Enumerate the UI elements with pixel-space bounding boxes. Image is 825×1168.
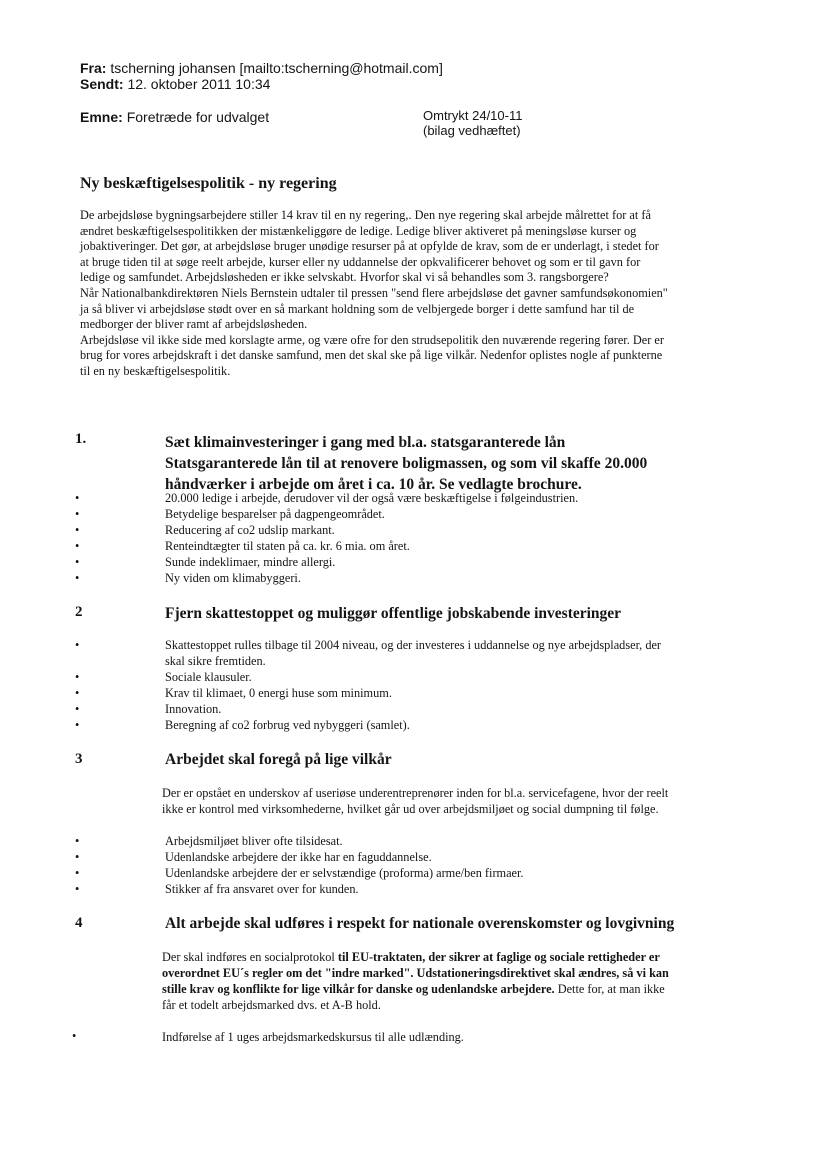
paragraph-line: Der er opstået en underskov af useriøse underentreprenører inden for bl.a. servicefagene, hvor der reelt <box>162 786 669 800</box>
from-label: Fra: <box>80 60 107 76</box>
bullet-icon: • <box>75 718 80 732</box>
bullet-list <box>75 833 524 897</box>
bullet-icon: • <box>75 670 80 684</box>
list-item-text: Skattestoppet rulles tilbage til 2004 niveau, og der investeres i uddannelse og nye arbejdspladser, der <box>165 638 662 652</box>
intro-line: til en ny beskæftigelsespolitik. <box>80 363 231 378</box>
list-item <box>75 685 661 701</box>
section-number: 1. <box>75 431 87 447</box>
list-item <box>75 637 661 653</box>
bullet-icon: • <box>72 1029 77 1043</box>
list-item-text: Sunde indeklimaer, mindre allergi. <box>165 555 336 569</box>
bullet-icon: • <box>75 866 80 880</box>
intro-paragraph <box>80 208 750 380</box>
list-item-continuation <box>75 653 661 669</box>
section-title-line: håndværker i arbejde om året i ca. 10 år. Se vedlagte brochure. <box>165 476 582 493</box>
list-item-text: Reducering af co2 udslip markant. <box>165 523 335 537</box>
list-item <box>75 849 524 865</box>
list-item-text: Beregning af co2 forbrug ved nybyggeri (samlet). <box>165 718 410 732</box>
list-item-text: Innovation. <box>165 702 222 716</box>
intro-line: jobaktiveringer. Det gør, at arbejdsløse bruger unødige resurser på at opfylde de krav, som de er underlagt, i stedet for <box>80 239 659 254</box>
section-title-line: Statsgaranterede lån til at renovere boligmassen, og som vil skaffe 20.000 <box>165 455 648 472</box>
sent-label: Sendt: <box>80 76 124 92</box>
section-title <box>165 749 392 770</box>
intro-line: medborger der bliver ramt af arbejdsløsheden. <box>80 317 308 332</box>
bullet-icon: • <box>75 638 80 652</box>
document-title: Ny beskæftigelsespolitik - ny regering <box>80 175 337 192</box>
list-item-text: Indførelse af 1 uges arbejdsmarkedskursus til alle udlænding. <box>162 1030 464 1044</box>
paragraph-line: ikke er kontrol med virksomhederne, hvilket går ud over arbejdsmiljøet og social dumpning til følge. <box>162 802 659 816</box>
list-item <box>75 865 524 881</box>
list-item-text: Stikker af fra ansvaret over for kunden. <box>165 882 359 896</box>
subject-value: Foretræde for udvalget <box>126 109 270 125</box>
intro-line: ændret beskæftigelsespolitikken der mistænkeliggøre de ledige. Ledige bliver aktiveret på meningsløse kurser og <box>80 223 637 238</box>
bullet-icon: • <box>75 834 80 848</box>
list-item <box>75 717 661 733</box>
email-subject-line <box>80 109 269 125</box>
list-item <box>75 490 578 506</box>
intro-line: De arbejdsløse bygningsarbejdere stiller 14 krav til en ny regering,. Den nye regering skal arbejde målrettet for at få <box>80 208 651 222</box>
bullet-icon: • <box>75 555 80 569</box>
section-number: 2 <box>75 604 83 620</box>
intro-line: ja så bliver vi arbejdsløse stødt over en så markant holdning som de velbjergede borger i dette samfund har til de <box>80 301 635 316</box>
from-value: tscherning johansen [mailto:tscherning@hotmail.com] <box>110 60 443 76</box>
list-item-text: Sociale klausuler. <box>165 670 252 684</box>
paragraph-text: Dette for, at man ikke <box>554 982 665 996</box>
reprint-note: Omtrykt 24/10-11 <box>423 108 523 123</box>
bullet-icon: • <box>75 850 80 864</box>
bullet-list <box>75 637 661 733</box>
section-paragraph <box>162 785 742 817</box>
list-item <box>75 881 524 897</box>
list-item-text: 20.000 ledige i arbejde, derudover vil der også være beskæftigelse i følgeindustrien. <box>165 491 579 505</box>
section-number: 4 <box>75 915 83 931</box>
paragraph-line <box>162 997 742 1013</box>
section-title-line: Alt arbejde skal udføres i respekt for nationale overenskomster og lovgivning <box>165 915 675 932</box>
list-item <box>75 570 578 586</box>
paragraph-bold-text: stille krav og konflikte for lige vilkår for danske og udenlandske arbejdere. <box>162 982 555 996</box>
bullet-icon: • <box>75 882 80 896</box>
bullet-icon: • <box>75 523 80 537</box>
list-item-text: Krav til klimaet, 0 energi huse som minimum. <box>165 686 392 700</box>
section-title <box>165 432 647 495</box>
attachment-note: (bilag vedhæftet) <box>423 123 521 138</box>
section-title-line: Arbejdet skal foregå på lige vilkår <box>165 751 392 768</box>
sent-value: 12. oktober 2011 10:34 <box>127 76 271 92</box>
bullet-icon: • <box>75 571 80 585</box>
paragraph-line <box>162 965 742 981</box>
bullet-icon: • <box>75 491 80 505</box>
section-title-line: Sæt klimainvesteringer i gang med bl.a. statsgaranterede lån <box>165 434 566 451</box>
list-item <box>75 833 524 849</box>
paragraph-line <box>162 949 742 965</box>
section-paragraph <box>162 949 742 1013</box>
paragraph-bold-text: til EU-traktaten, der sikrer at faglige og sociale rettigheder er <box>337 950 660 964</box>
list-item-text: Betydelige besparelser på dagpengeområdet. <box>165 507 385 521</box>
list-item-text: Ny viden om klimabyggeri. <box>165 571 301 585</box>
bullet-icon: • <box>75 686 80 700</box>
section-title-line: Fjern skattestoppet og muliggør offentlige jobskabende investeringer <box>165 605 622 622</box>
list-item <box>75 506 578 522</box>
list-item-text: Renteindtægter til staten på ca. kr. 6 mia. om året. <box>165 539 410 553</box>
list-item <box>75 554 578 570</box>
bullet-icon: • <box>75 702 80 716</box>
list-item-text: Arbejdsmiljøet bliver ofte tilsidesat. <box>165 834 343 848</box>
list-item <box>75 669 661 685</box>
list-item-text: Udenlandske arbejdere der ikke har en faguddannelse. <box>165 850 432 864</box>
section-title <box>165 603 621 624</box>
intro-line: at bruge tiden til at søge reelt arbejde, kurser eller ny uddannelse der opkvalificerer behovet og som er til gavn for <box>80 254 641 269</box>
bullet-list <box>75 490 578 586</box>
paragraph-bold-text: overordnet EU´s regler om det "indre marked". Udstationeringsdirektivet skal ændres, så vi kan <box>162 966 669 980</box>
list-item <box>75 538 578 554</box>
list-item <box>75 522 578 538</box>
email-sent-line <box>80 76 270 92</box>
paragraph-text: Der skal indføres en socialprotokol <box>162 950 338 964</box>
list-item-text: skal sikre fremtiden. <box>165 654 266 668</box>
list-item <box>162 1029 742 1045</box>
bullet-icon: • <box>75 539 80 553</box>
section-title <box>165 913 674 934</box>
intro-line: Når Nationalbankdirektøren Niels Bernstein udtaler til pressen "send flere arbejdsløse det gavner samfundsøkonomien" <box>80 285 668 300</box>
intro-line: Arbejdsløse vil ikke side med korslagte arme, og være ofre for den strudsepolitik den nuværende regering fører. Der er <box>80 332 664 347</box>
bullet-icon: • <box>75 507 80 521</box>
email-from-line <box>80 60 443 76</box>
subject-label: Emne: <box>80 109 123 125</box>
list-item <box>75 701 661 717</box>
list-item-text: Udenlandske arbejdere der er selvstændige (proforma) arme/ben firmaer. <box>165 866 524 880</box>
section-number: 3 <box>75 751 83 767</box>
paragraph-text: får et todelt arbejdsmarked dvs. et A-B hold. <box>162 998 381 1012</box>
paragraph-line <box>162 981 742 997</box>
intro-line: ledige og samfundet. Arbejdsløsheden er ikke selvskabt. Hvorfor skal vi så behandles som 3. rangsborgere? <box>80 270 609 285</box>
intro-line: brug for vores arbejdskraft i det danske samfund, men det skal ske på lige vilkår. Nedenfor oplistes nogle af punkterne <box>80 348 663 363</box>
